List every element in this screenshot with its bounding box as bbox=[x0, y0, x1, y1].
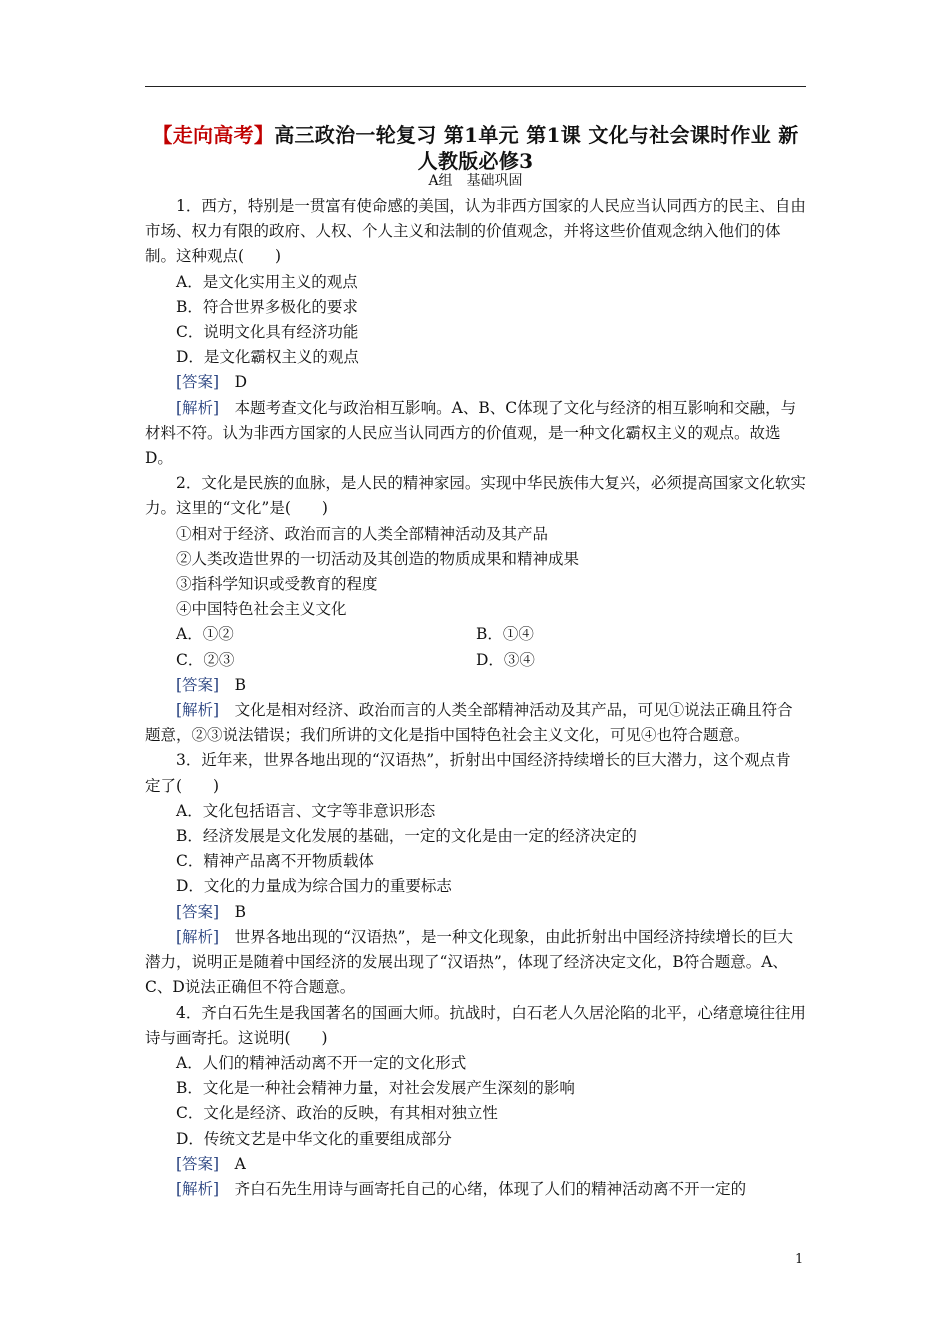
option: D．文化的力量成为综合国力的重要标志 bbox=[176, 877, 452, 896]
answer-value: B bbox=[234, 675, 247, 694]
option: B．文化是一种社会精神力量，对社会发展产生深刻的影响 bbox=[176, 1079, 575, 1098]
statement-item: ④中国特色社会主义文化 bbox=[176, 600, 347, 619]
answer-tag: [答案] bbox=[176, 373, 220, 392]
analysis-tag: [解析] bbox=[176, 1179, 220, 1198]
answer-line bbox=[145, 673, 806, 698]
option: A．人们的精神活动离不开一定的文化形式 bbox=[176, 1053, 467, 1072]
option: B．①④ bbox=[476, 625, 534, 644]
statement-item: ①相对于经济、政治而言的人类全部精神活动及其产品 bbox=[176, 524, 549, 543]
option: A．是文化实用主义的观点 bbox=[176, 272, 358, 291]
question-stem: 4．齐白石先生是我国著名的国画大师。抗战时，白石老人久居沦陷的北平，心绪意境往往用诗与画寄托。这说明( ) bbox=[145, 1003, 806, 1047]
analysis-line bbox=[145, 698, 806, 748]
option-row bbox=[145, 622, 806, 647]
option: B．符合世界多极化的要求 bbox=[176, 297, 358, 316]
option: C．文化是经济、政治的反映，有其相对独立性 bbox=[176, 1104, 498, 1123]
option: B．经济发展是文化发展的基础，一定的文化是由一定的经济决定的 bbox=[176, 827, 637, 846]
analysis-text: 世界各地出现的“汉语热”，是一种文化现象，由此折射出中国经济持续增长的巨大潜力，说明正是随着中国经济的发展出现了“汉语热”，体现了经济决定文化，B符合题意。A、C、D说法正确但不符合题意。 bbox=[145, 927, 793, 997]
option-row bbox=[145, 648, 806, 673]
document-title bbox=[145, 122, 806, 174]
title-bracket: 【走向高考】 bbox=[152, 123, 275, 147]
analysis-text: 齐白石先生用诗与画寄托自己的心绪，体现了人们的精神活动离不开一定的 bbox=[234, 1179, 747, 1198]
analysis-tag: [解析] bbox=[176, 927, 220, 946]
option: D．传统文艺是中华文化的重要组成部分 bbox=[176, 1129, 452, 1148]
option: D．是文化霸权主义的观点 bbox=[176, 348, 359, 367]
option: C．精神产品离不开物质载体 bbox=[176, 852, 374, 871]
analysis-tag: [解析] bbox=[176, 398, 220, 417]
answer-line bbox=[145, 1152, 806, 1177]
option: A．文化包括语言、文字等非意识形态 bbox=[176, 801, 436, 820]
analysis-line bbox=[145, 925, 806, 1001]
answer-tag: [答案] bbox=[176, 675, 220, 694]
option: C．说明文化具有经济功能 bbox=[176, 323, 359, 342]
statement-item: ③指科学知识或受教育的程度 bbox=[176, 575, 378, 594]
header-rule bbox=[145, 86, 806, 87]
page-number: 1 bbox=[795, 1252, 804, 1267]
statement-item: ②人类改造世界的一切活动及其创造的物质成果和精神成果 bbox=[176, 549, 580, 568]
answer-tag: [答案] bbox=[176, 1154, 220, 1173]
analysis-line bbox=[145, 396, 806, 472]
section-heading: A组 基础巩固 bbox=[428, 173, 523, 189]
option: A．①② bbox=[176, 625, 234, 644]
option: C．②③ bbox=[176, 650, 235, 669]
question-stem: 2．文化是民族的血脉，是人民的精神家园。实现中华民族伟大复兴，必须提高国家文化软实力。这里的“文化”是( ) bbox=[145, 474, 806, 518]
answer-value: D bbox=[234, 373, 248, 392]
analysis-tag: [解析] bbox=[176, 701, 220, 720]
answer-tag: [答案] bbox=[176, 902, 220, 921]
analysis-text: 本题考查文化与政治相互影响。A、B、C体现了文化与经济的相互影响和交融，与材料不符。认为非西方国家的人民应当认同西方的价值观，是一种文化霸权主义的观点。故选D。 bbox=[145, 398, 797, 468]
title-main: 高三政治一轮复习 第1单元 第1课 文化与社会课时作业 新人教版必修3 bbox=[274, 123, 799, 173]
analysis-text: 文化是相对经济、政治而言的人类全部精神活动及其产品，可见①说法正确且符合题意，②③说法错误；我们所讲的文化是指中国特色社会主义文化，可见④也符合题意。 bbox=[145, 701, 793, 745]
analysis-line bbox=[145, 1177, 806, 1202]
question-stem: 1．西方，特别是一贯富有使命感的美国，认为非西方国家的人民应当认同西方的民主、自由市场、权力有限的政府、人权、个人主义和法制的价值观念，并将这些价值观念纳入他们的体制。这种观点( ) bbox=[145, 197, 806, 266]
answer-value: B bbox=[234, 902, 247, 921]
answer-line bbox=[145, 370, 806, 395]
question-stem: 3．近年来，世界各地出现的“汉语热”，折射出中国经济持续增长的巨大潜力，这个观点肯定了( ) bbox=[145, 751, 791, 795]
answer-value: A bbox=[234, 1154, 246, 1173]
question-list bbox=[145, 194, 806, 1202]
answer-line bbox=[145, 900, 806, 925]
option: D．③④ bbox=[476, 650, 535, 669]
